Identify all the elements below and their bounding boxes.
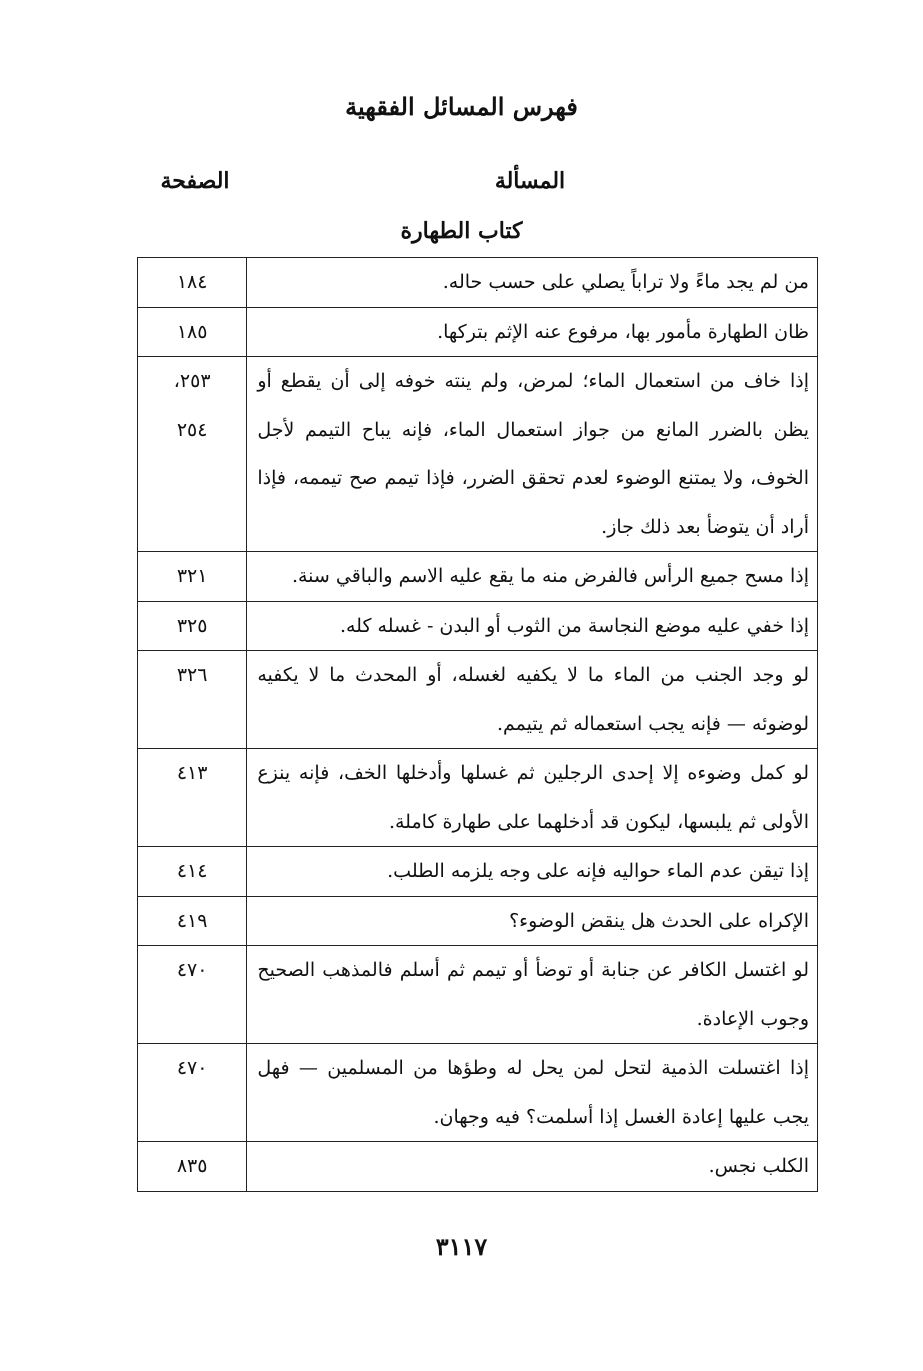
table-row [138, 307, 818, 357]
page-cell [138, 258, 247, 308]
page-title: فهرس المسائل الفقهية [345, 92, 578, 121]
page-reference: ٣٢٥ [176, 614, 208, 637]
table-row [138, 1044, 818, 1142]
table-row [138, 946, 818, 1044]
table-row [138, 357, 818, 552]
issue-cell: إذا مسح جميع الرأس فالفرض منه ما يقع عليه الاسم والباقي سنة. [247, 552, 818, 602]
issue-cell: لو وجد الجنب من الماء ما لا يكفيه لغسله، أو المحدث ما لا يكفيه لوضوئه — فإنه يجب استعماله ثم يتيمم. [247, 651, 818, 749]
column-header-issue: المسألة [494, 168, 566, 194]
page-cell [138, 1044, 247, 1142]
page-reference: ٤٧٠ [176, 1057, 208, 1079]
table-row [138, 1142, 818, 1192]
table-row [138, 896, 818, 946]
issue-cell: الكلب نجس. [247, 1142, 818, 1192]
page-cell [138, 896, 247, 946]
table-row [138, 601, 818, 651]
issue-cell: إذا تيقن عدم الماء حواليه فإنه على وجه يلزمه الطلب. [247, 847, 818, 897]
issue-cell: الإكراه على الحدث هل ينقض الوضوء؟ [247, 896, 818, 946]
issue-cell: لو اغتسل الكافر عن جنابة أو توضأ أو تيمم ثم أسلم فالمذهب الصحيح وجوب الإعادة. [247, 946, 818, 1044]
page-reference: ٢٥٣، [173, 370, 211, 392]
page-reference: ٤١٤ [176, 860, 208, 882]
table-row [138, 847, 818, 897]
table-row [138, 552, 818, 602]
page-cell [138, 357, 247, 552]
issue-cell: إذا خفي عليه موضع النجاسة من الثوب أو البدن - غسله كله. [247, 601, 818, 651]
page-reference: ١٨٥ [176, 320, 208, 343]
page-cell [138, 1142, 247, 1192]
issue-cell: ظان الطهارة مأمور بها، مرفوع عنه الإثم بتركها. [247, 307, 818, 357]
page-reference: ٣٢٦ [176, 664, 208, 686]
page-cell [138, 749, 247, 847]
page-cell [138, 847, 247, 897]
index-table-body [138, 258, 818, 1192]
issue-cell: إذا اغتسلت الذمية لتحل لمن يحل له وطؤها من المسلمين — فهل يجب عليها إعادة الغسل إذا أسلمت؟ فيه وجهان. [247, 1044, 818, 1142]
section-title: كتاب الطهارة [400, 218, 523, 244]
page-cell [138, 946, 247, 1044]
column-header-page: الصفحة [160, 168, 230, 194]
page-reference: ٤١٩ [176, 909, 208, 932]
issue-cell: لو كمل وضوءه إلا إحدى الرجلين ثم غسلها وأدخلها الخف، فإنه ينزع الأولى ثم يلبسها، ليكون قد أدخلهما على طهارة كاملة. [247, 749, 818, 847]
issue-cell: من لم يجد ماءً ولا تراباً يصلي على حسب حاله. [247, 258, 818, 308]
page-reference: ٤١٣ [176, 762, 208, 784]
page-reference: ٨٣٥ [176, 1155, 208, 1177]
table-row [138, 749, 818, 847]
page-reference: ٣٢١ [176, 565, 208, 587]
page-number: ٣١١٧ [435, 1232, 488, 1261]
page-cell [138, 307, 247, 357]
page-reference: ١٨٤ [176, 271, 208, 293]
table-row [138, 651, 818, 749]
index-table [137, 257, 818, 1192]
page-reference: ٢٥٤ [176, 418, 208, 441]
page-reference: ٤٧٠ [176, 959, 208, 981]
page-cell [138, 601, 247, 651]
page-cell [138, 552, 247, 602]
issue-cell: إذا خاف من استعمال الماء؛ لمرض، ولم ينته خوفه إلى أن يقطع أو يظن بالضرر المانع من جواز استعمال الماء، فإنه يباح التيمم لأجل الخوف، ولا يمتنع الوضوء لعدم تحقق الضرر، فإذا تيمم صح تيممه، فإذا أراد أن يتوضأ بعد ذلك جاز. [247, 357, 818, 552]
table-row [138, 258, 818, 308]
page-cell [138, 651, 247, 749]
